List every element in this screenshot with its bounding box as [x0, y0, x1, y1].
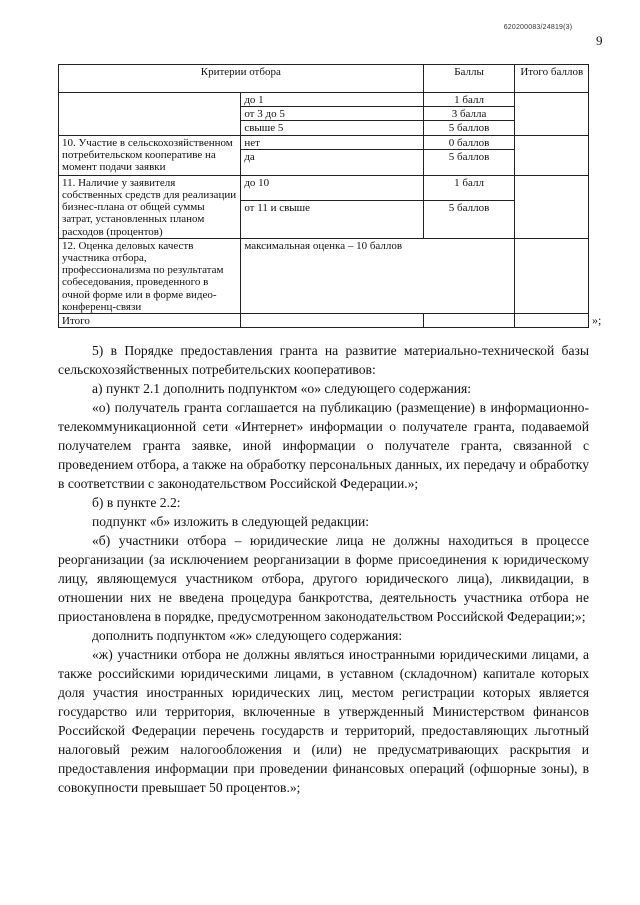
paragraph: а) пункт 2.1 дополнить подпунктом «о» следующего содержания: — [92, 381, 472, 396]
table-header-row — [59, 65, 589, 93]
total-empty-cell — [515, 314, 589, 328]
option-cell: нет — [241, 135, 423, 149]
option-cell: до 1 — [241, 93, 423, 107]
option-cell: до 10 — [241, 175, 423, 200]
criteria-table — [58, 64, 589, 328]
total-cell — [515, 175, 589, 238]
paragraph: «о) получатель гранта соглашается на публикацию (размещение) в информационно-телекоммуникационной сети «Интернет» информации о получателе гранта, подаваемой получателем гранта заявке, иной информации о получателе гранта, связанной с проведением отбора, а также на обработку персональных данных, их передачу и обработку в соответствии с законодательством Российской Федерации.»; — [58, 400, 589, 491]
table-total-row — [59, 314, 589, 328]
header-criteria: Критерии отбора — [59, 65, 424, 93]
points-cell: 1 балл — [423, 175, 515, 200]
table-row — [59, 135, 589, 149]
criterion-cell: 10. Участие в сельскохозяйственном потребительском кооперативе на момент подачи заявки — [59, 135, 241, 175]
total-empty-cell — [423, 314, 515, 328]
points-cell: 5 баллов — [423, 200, 515, 238]
points-cell: 5 баллов — [423, 149, 515, 175]
document-body — [58, 341, 589, 797]
points-cell: 5 баллов — [423, 121, 515, 135]
option-cell: от 3 до 5 — [241, 107, 423, 121]
paragraph: «б) участники отбора – юридические лица не должны находиться в процессе реорганизации (за исключением реорганизации в форме присоединения к юридическому лицу, являющемуся участником отбора, другого юридического лица), ликвидации, в отношении них не введена процедура банкротства, деятельность участника отбора не приостановлена в порядке, предусмотренном законодательством Российской Федерации;»; — [58, 533, 589, 624]
criterion-cell-empty — [59, 93, 241, 136]
criterion-cell: 12. Оценка деловых качеств участника отбора, профессионализма по результатам собеседования, проведенного в очной форме или в форме видео-конференц-связи — [59, 238, 241, 313]
option-cell: свыше 5 — [241, 121, 423, 135]
option-cell: максимальная оценка – 10 баллов — [241, 238, 515, 313]
points-cell: 3 балла — [423, 107, 515, 121]
paragraph: дополнить подпунктом «ж» следующего содержания: — [92, 628, 403, 643]
total-cell — [515, 93, 589, 136]
paragraph: б) в пункте 2.2: — [92, 495, 181, 510]
paragraph: подпункт «б» изложить в следующей редакции: — [92, 514, 370, 529]
header-total: Итого баллов — [515, 65, 589, 93]
closing-quote: »; — [592, 313, 602, 327]
page-number: 9 — [596, 33, 603, 48]
criterion-cell: 11. Наличие у заявителя собственных средств для реализации бизнес-плана от общей суммы затрат, установленных планом расходов (процентов) — [59, 175, 241, 238]
total-cell — [515, 238, 589, 313]
option-cell: от 11 и свыше — [241, 200, 423, 238]
header-points: Баллы — [423, 65, 515, 93]
points-cell: 0 баллов — [423, 135, 515, 149]
table-row — [59, 238, 589, 313]
paragraph: «ж) участники отбора не должны являться иностранными юридическими лицами, а также российскими юридическими лицами, в уставном (складочном) капитале которых доля участия иностранных юридических лиц, местом регистрации которых является государство или территория, включенные в утвержденный Министерством финансов Российской Федерации перечень государств и территорий, предоставляющих льготный налоговый режим налогообложения и (или) не предусматривающих раскрытия и предоставления информации при проведении финансовых операций (офшорные зоны), в совокупности превышает 50 процентов.»; — [58, 647, 589, 795]
table-row — [59, 175, 589, 200]
document-id: 620200083/24819(3) — [503, 24, 573, 31]
total-label: Итого — [59, 314, 241, 328]
paragraph: 5) в Порядке предоставления гранта на развитие материально-технической базы сельскохозяйственных потребительских кооперативов: — [58, 343, 589, 377]
total-cell — [515, 135, 589, 175]
option-cell: да — [241, 149, 423, 175]
points-cell: 1 балл — [423, 93, 515, 107]
table-row — [59, 93, 589, 107]
total-empty-cell — [241, 314, 423, 328]
